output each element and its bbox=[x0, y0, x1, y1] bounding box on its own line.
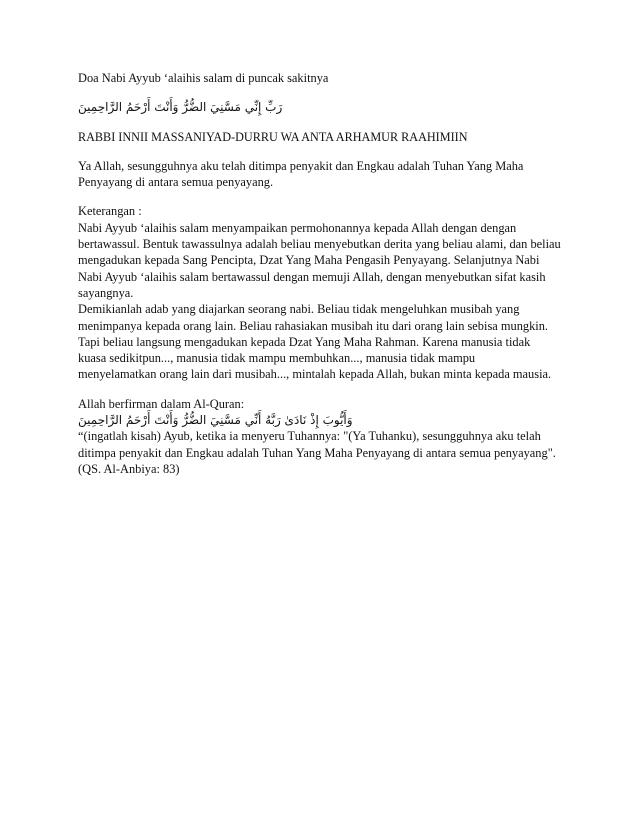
quran-citation: (QS. Al-Anbiya: 83) bbox=[78, 461, 180, 476]
doa-arabic-text: رَبِّ إِنِّي مَسَّنِيَ الضُّرُّ وَأَنْتَ أَرْحَمُ الرَّاحِمِينَ bbox=[78, 100, 283, 115]
document-page bbox=[78, 70, 561, 477]
paragraph-line: sayangnya. bbox=[78, 285, 134, 300]
document-title: Doa Nabi Ayyub ‘alaihis salam di puncak sakitnya bbox=[78, 71, 329, 85]
spacer bbox=[78, 383, 558, 396]
paragraph-line: kuasa sedikitpun..., manusia tidak mampu membuhkan..., manusia tidak mampu bbox=[78, 351, 476, 366]
paragraph-line: Ya Allah, sesungguhnya aku telah ditimpa penyakit dan Engkau adalah Tuhan Yang Maha bbox=[78, 158, 524, 173]
paragraph-line: Nabi Ayyub ‘alaihis salam bertawassul dengan memuji Allah, dengan menyebutkan sifat kasih bbox=[78, 269, 546, 284]
paragraph-line: “(ingatlah kisah) Ayub, ketika ia menyeru Tuhannya: "(Ya Tuhanku), sesungguhnya aku telah bbox=[78, 429, 541, 444]
quran-section bbox=[78, 396, 558, 477]
quran-arabic-text: وَأَيُّوبَ إِذْ نَادَىٰ رَبَّهُ أَنِّي مَسَّنِيَ الضُّرُّ وَأَنْتَ أَرْحَمُ الرَّاحِمِينَ bbox=[78, 413, 353, 428]
paragraph-line: Demikianlah adab yang diajarkan seorang nabi. Beliau tidak mengeluhkan musibah yang bbox=[78, 302, 520, 317]
doa-latin-transliteration: RABBI INNII MASSANIYAD-DURRU WA ANTA ARHAMUR RAAHIMIIN bbox=[78, 129, 468, 144]
paragraph-line: bertawassul. Bentuk tawassulnya adalah beliau menyebutkan derita yang beliau alami, dan beliau bbox=[78, 237, 561, 252]
quran-intro: Allah berfirman dalam Al-Quran: bbox=[78, 396, 245, 411]
spacer bbox=[78, 190, 558, 203]
keterangan-heading: Keterangan : bbox=[78, 204, 142, 219]
keterangan-paragraph bbox=[78, 203, 561, 382]
paragraph-line: mengadukan kepada Sang Pencipta, Dzat Yang Maha Pengasih Penyayang. Selanjutnya Nabi bbox=[78, 253, 540, 268]
spacer bbox=[78, 116, 558, 129]
paragraph-line: menyelamatkan orang lain dari musibah..., mintalah kepada Allah, bukan minta kepada mausia. bbox=[78, 367, 552, 382]
paragraph-line: ditimpa penyakit dan Engkau adalah Tuhan Yang Maha Penyayang di antara semua penyayang". bbox=[78, 445, 556, 460]
paragraph-line: Nabi Ayyub ‘alaihis salam menyampaikan permohonannya kepada Allah dengan dengan bbox=[78, 220, 517, 235]
paragraph-line: Penyayang di antara semua penyayang. bbox=[78, 175, 274, 190]
paragraph-line: Tapi beliau langsung mengadukan kepada Dzat Yang Maha Rahman. Karena manusia tidak bbox=[78, 334, 531, 349]
translation-paragraph bbox=[78, 158, 558, 191]
paragraph-line: menimpanya kepada orang lain. Beliau rahasiakan musibah itu dari orang lain sebisa mungkin. bbox=[78, 318, 549, 333]
spacer bbox=[78, 145, 558, 158]
spacer bbox=[78, 86, 558, 99]
